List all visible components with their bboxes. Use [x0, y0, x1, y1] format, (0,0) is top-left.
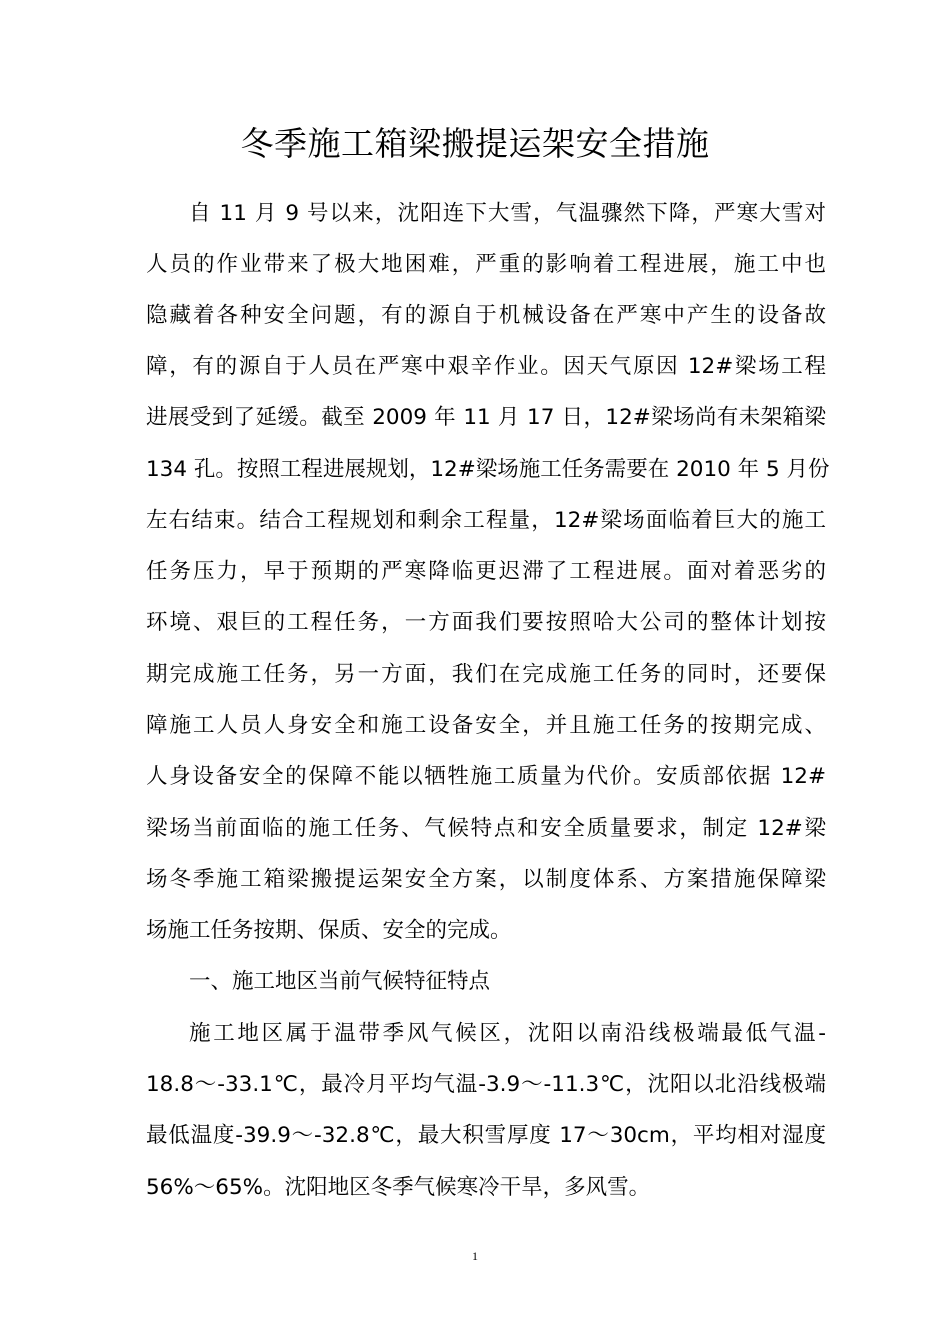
paragraph-line: 自 11 月 9 号以来，沈阳连下大雪，气温骤然下降，严寒大雪对: [189, 201, 826, 226]
paragraph-line: 梁场当前面临的施工任务、气候特点和安全质量要求，制定 12#梁: [146, 816, 826, 841]
paragraph-line: 期完成施工任务，另一方面，我们在完成施工任务的同时，还要保: [146, 662, 826, 687]
paragraph-line: 施工地区属于温带季风气候区，沈阳以南沿线极端最低气温-: [189, 1021, 826, 1046]
page-number: 1: [472, 1249, 478, 1263]
paragraph-line: 场冬季施工箱梁搬提运架安全方案，以制度体系、方案措施保障梁: [146, 867, 826, 892]
paragraph-line: 隐藏着各种安全问题，有的源自于机械设备在严寒中产生的设备故: [146, 303, 826, 328]
paragraph-line: 人员的作业带来了极大地困难，严重的影响着工程进展，施工中也: [146, 252, 826, 277]
paragraph-line: 134 孔。按照工程进展规划，12#梁场施工任务需要在 2010 年 5 月份: [146, 457, 830, 482]
paragraph-line: 任务压力，早于预期的严寒降临更迟滞了工程进展。面对着恶劣的: [146, 559, 826, 584]
paragraph-line: 18.8～-33.1℃，最冷月平均气温-3.9～-11.3℃，沈阳以北沿线极端: [146, 1072, 826, 1097]
paragraph-line: 56%～65%。沈阳地区冬季气候寒冷干旱，多风雪。: [146, 1175, 651, 1200]
document-title: 冬季施工箱梁搬提运架安全措施: [240, 124, 710, 163]
section-heading: 一、施工地区当前气候特征特点: [189, 969, 491, 994]
paragraph-line: 障，有的源自于人员在严寒中艰辛作业。因天气原因 12#梁场工程: [146, 354, 826, 379]
paragraph-line: 障施工人员人身安全和施工设备安全，并且施工任务的按期完成、: [146, 713, 826, 738]
paragraph-line: 左右结束。结合工程规划和剩余工程量，12#梁场面临着巨大的施工: [146, 508, 826, 533]
paragraph-line: 最低温度-39.9～-32.8℃，最大积雪厚度 17～30cm，平均相对湿度: [146, 1123, 826, 1148]
paragraph-line: 人身设备安全的保障不能以牺牲施工质量为代价。安质部依据 12#: [146, 764, 826, 789]
paragraph-line: 环境、艰巨的工程任务，一方面我们要按照哈大公司的整体计划按: [146, 610, 826, 635]
paragraph-line: 场施工任务按期、保质、安全的完成。: [146, 918, 512, 943]
paragraph-line: 进展受到了延缓。截至 2009 年 11 月 17 日，12#梁场尚有未架箱梁: [146, 405, 826, 430]
